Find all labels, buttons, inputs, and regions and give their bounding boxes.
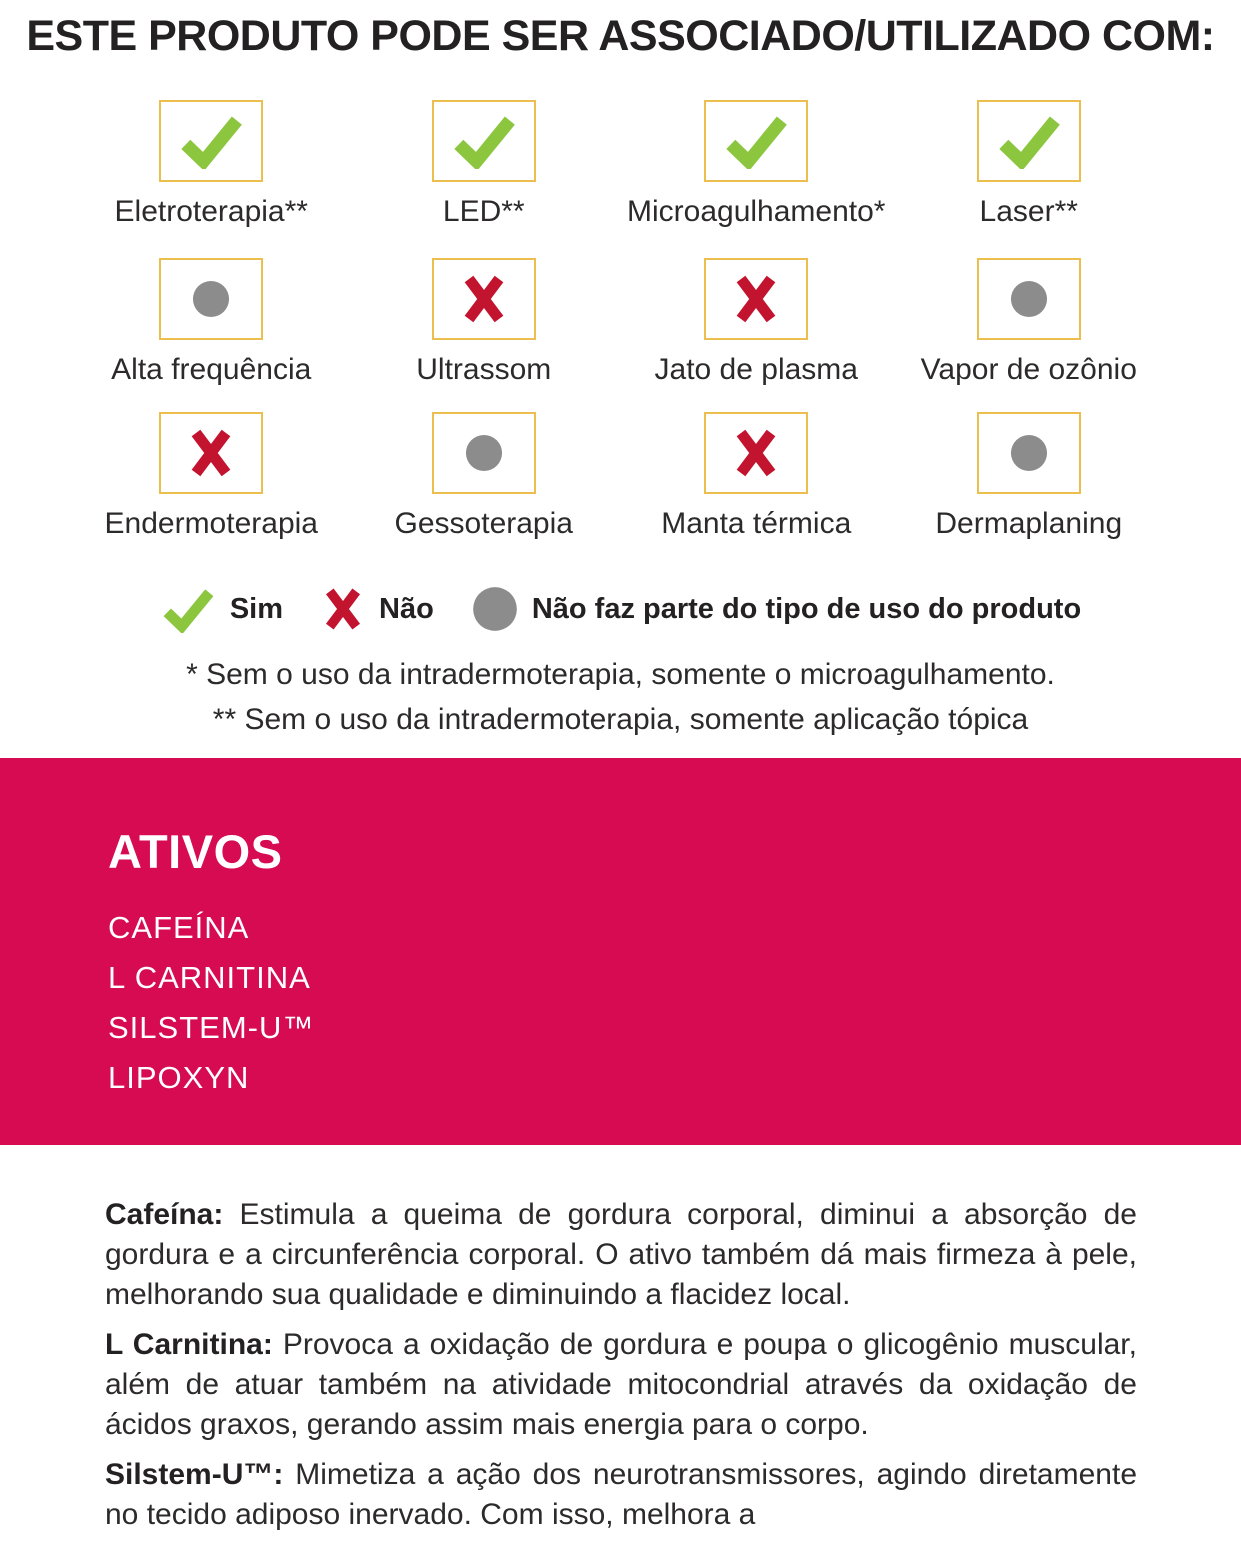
dot-icon	[192, 280, 230, 318]
legend-item-no	[321, 585, 434, 633]
description-lead: Cafeína:	[105, 1198, 224, 1231]
description-text: Estimula a queima de gordura corporal, diminui a absorção de gordura e a circunferência corporal. O ativo também dá mais firmeza à pele, melhorando sua qualidade e diminuindo a flacidez local.	[105, 1198, 1137, 1311]
legend-icon-wrap	[160, 586, 216, 633]
compat-item-label: Eletroterapia**	[114, 195, 308, 228]
compat-item-label: Laser**	[979, 195, 1078, 228]
compat-item	[75, 100, 348, 229]
dot-icon	[472, 586, 518, 632]
legend-icon-wrap	[472, 586, 518, 632]
status-box	[432, 412, 536, 494]
actives-title: ATIVOS	[108, 825, 283, 878]
compat-row-1	[75, 100, 1165, 229]
compat-item-label: Vapor de ozônio	[920, 353, 1137, 386]
description-lead: L Carnitina:	[105, 1328, 273, 1361]
compat-item	[620, 258, 893, 387]
compat-item-label: Alta frequência	[111, 353, 312, 386]
legend-icon-wrap	[321, 585, 365, 633]
legend-label: Não	[379, 592, 434, 625]
footnotes	[0, 652, 1241, 742]
cross-icon	[459, 272, 509, 326]
status-box	[704, 258, 808, 340]
compat-item	[348, 258, 621, 387]
compat-item	[348, 412, 621, 541]
compat-item-label: Manta térmica	[661, 507, 852, 540]
compat-item	[75, 258, 348, 387]
legend-item-yes	[160, 586, 283, 633]
legend	[0, 585, 1241, 633]
cross-icon	[186, 426, 236, 480]
status-box	[159, 412, 263, 494]
page-title: ESTE PRODUTO PODE SER ASSOCIADO/UTILIZADO COM:	[26, 12, 1215, 60]
dot-icon	[465, 434, 503, 472]
description-text: Provoca a oxidação de gordura e poupa o glicogênio muscular, além de atuar também na atividade mitocondrial através da oxidação de ácidos graxos, gerando assim mais energia para o corpo.	[105, 1328, 1137, 1441]
actives-item: CAFEÍNA	[108, 910, 250, 945]
compat-item-label: Endermoterapia	[104, 507, 318, 540]
legend-label: Não faz parte do tipo de uso do produto	[531, 592, 1082, 625]
legend-item-na	[472, 586, 1081, 632]
status-box	[977, 258, 1081, 340]
compat-item	[620, 100, 893, 229]
status-box	[977, 100, 1081, 182]
status-box	[704, 412, 808, 494]
cross-icon	[731, 272, 781, 326]
actives-item: LIPOXYN	[108, 1060, 250, 1095]
compat-item-label: Dermaplaning	[935, 507, 1123, 540]
description-silstem-u	[105, 1455, 1137, 1535]
compat-item-label: Ultrassom	[416, 353, 552, 386]
compat-item	[893, 100, 1166, 229]
status-box	[704, 100, 808, 182]
compat-item-label: LED**	[442, 195, 525, 228]
compat-item	[620, 412, 893, 541]
compat-item	[348, 100, 621, 229]
actives-item: L CARNITINA	[108, 960, 311, 995]
actives-item: SILSTEM-U™	[108, 1010, 315, 1045]
check-icon	[160, 586, 216, 633]
actives-section	[0, 758, 1241, 1145]
status-box	[159, 258, 263, 340]
dot-icon	[1010, 280, 1048, 318]
cross-icon	[731, 426, 781, 480]
check-icon	[177, 113, 245, 169]
compat-item-label: Microagulhamento*	[627, 195, 886, 228]
compat-row-3	[75, 412, 1165, 541]
descriptions	[105, 1195, 1137, 1545]
compat-item	[75, 412, 348, 541]
description-l-carnitina	[105, 1325, 1137, 1445]
legend-label: Sim	[229, 592, 284, 625]
status-box	[432, 258, 536, 340]
compat-row-2	[75, 258, 1165, 387]
description-lead: Silstem-U™:	[105, 1458, 284, 1491]
description-cafeina	[105, 1195, 1137, 1315]
status-box	[977, 412, 1081, 494]
status-box	[159, 100, 263, 182]
check-icon	[450, 113, 518, 169]
check-icon	[722, 113, 790, 169]
footnote-double-asterisk: ** Sem o uso da intradermoterapia, somente aplicação tópica	[212, 703, 1029, 736]
actives-list	[108, 903, 1241, 1103]
cross-icon	[321, 585, 365, 633]
compat-item-label: Jato de plasma	[654, 353, 858, 386]
dot-icon	[1010, 434, 1048, 472]
compat-item	[893, 412, 1166, 541]
check-icon	[995, 113, 1063, 169]
compat-item-label: Gessoterapia	[394, 507, 573, 540]
status-box	[432, 100, 536, 182]
footnote-single-asterisk: * Sem o uso da intradermoterapia, somente o microagulhamento.	[186, 658, 1055, 691]
compat-item	[893, 258, 1166, 387]
description-text: Mimetiza a ação dos neurotransmissores, agindo diretamente no tecido adiposo inervado. Com isso, melhora a	[105, 1458, 1137, 1531]
